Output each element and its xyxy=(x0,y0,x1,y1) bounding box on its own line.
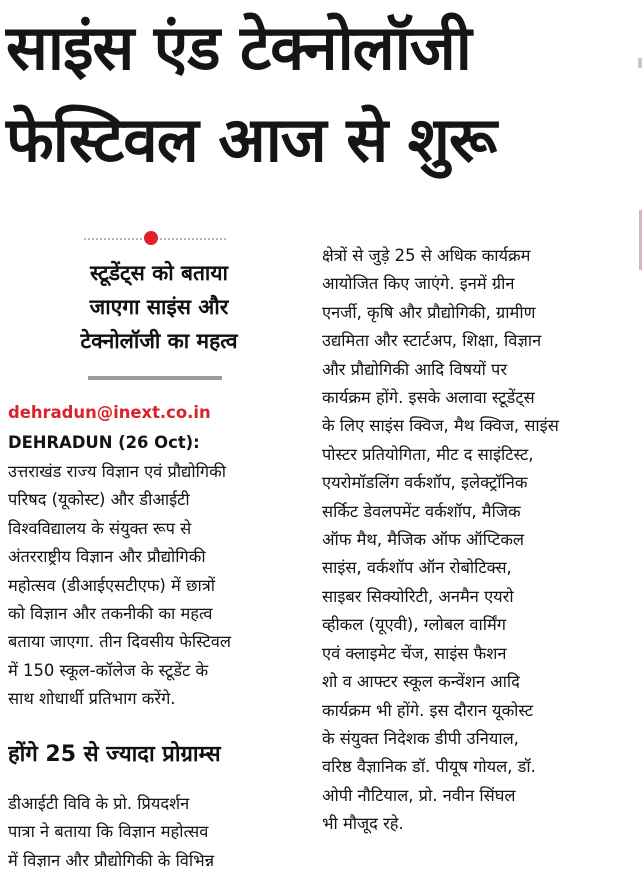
article-line: एयरोमॉडलिंग वर्कशॉप, इलेक्ट्रॉनिक xyxy=(322,473,528,493)
article-line: में विज्ञान और प्रौद्योगिकी के विभिन्न xyxy=(8,850,215,870)
article-line: के संयुक्त निदेशक डीपी उनियाल, xyxy=(322,728,519,748)
article-line: पोस्टर प्रतियोगिता, मीट द साइंटिस्ट, xyxy=(322,444,534,464)
article-line: अंतरराष्ट्रीय विज्ञान और प्रौद्योगिकी xyxy=(8,547,206,567)
article-line: सर्किट डेवलपमेंट वर्कशॉप, मैजिक xyxy=(322,501,521,521)
article-line: को विज्ञान और तकनीकी का महत्व xyxy=(8,604,213,624)
article-line: विश्वविद्यालय के संयुक्त रूप से xyxy=(8,518,192,538)
article-line: परिषद (यूकोस्ट) और डीआईटी xyxy=(8,490,190,510)
subheadline-line-3: टेक्नोलॉजी का महत्व xyxy=(80,329,238,353)
right-column xyxy=(322,242,618,839)
article-line: शो व आफ्टर स्कूल कन्वेंशन आदि xyxy=(322,672,520,692)
article-line: महोत्सव (डीआईएसटीएफ) में छात्रों xyxy=(8,575,216,595)
red-bullet-dot xyxy=(144,231,158,245)
left-column xyxy=(8,398,304,714)
headline xyxy=(6,2,630,186)
page-edge-mark xyxy=(638,58,642,68)
subheadline-line-1: स्टूडेंट्स को बताया xyxy=(90,261,228,285)
article-line: ऑफ मैथ, मैजिक ऑफ ऑप्टिकल xyxy=(322,530,525,550)
article-line: बताया जाएगा. तीन दिवसीय फेस्टिवल xyxy=(8,632,232,652)
left-column-continued xyxy=(8,790,304,875)
subheadline xyxy=(28,256,290,358)
byline-email[interactable]: dehradun@inext.co.in xyxy=(8,403,211,422)
article-line: पात्रा ने बताया कि विज्ञान महोत्सव xyxy=(8,822,209,842)
article-line: उद्यमिता और स्टार्टअप, शिक्षा, विज्ञान xyxy=(322,331,542,351)
article-line: एनर्जी, कृषि और प्रौद्योगिकी, ग्रामीण xyxy=(322,302,536,322)
article-line: ओपी नौटियाल, प्रो. नवीन सिंघल xyxy=(322,785,516,805)
article-line: क्षेत्रों से जुड़े 25 से अधिक कार्यक्रम xyxy=(322,246,531,265)
article-line: में 150 स्कूल-कॉलेज के स्टूडेंट के xyxy=(8,660,209,680)
article-line: और प्रौद्योगिकी आदि विषयों पर xyxy=(322,359,508,379)
dateline: DEHRADUN (26 Oct): xyxy=(8,433,200,452)
article-line: वरिष्ठ वैज्ञानिक डॉ. पीयूष गोयल, डॉ. xyxy=(322,757,536,777)
subheadline-rule xyxy=(88,376,222,380)
article-line: साथ शोधार्थी प्रतिभाग करेंगे. xyxy=(8,689,176,709)
article-line: कार्यक्रम होंगे. इसके अलावा स्टूडेंट्स xyxy=(322,388,535,408)
section-heading: होंगे 25 से ज्यादा प्रोग्राम्स xyxy=(8,742,221,767)
article-line: व्हीकल (यूएवी), ग्लोबल वार्मिंग xyxy=(322,615,507,635)
article-line: उत्तराखंड राज्य विज्ञान एवं प्रौद्योगिकी xyxy=(8,462,226,481)
article-line: साइबर सिक्योरिटी, अनमैन एयरो xyxy=(322,586,514,606)
article-line: भी मौजूद रहे. xyxy=(322,814,404,834)
article-line: आयोजित किए जाएंगे. इनमें ग्रीन xyxy=(322,274,515,294)
article-line: कार्यक्रम भी होंगे. इस दौरान यूकोस्ट xyxy=(322,700,534,720)
subheadline-line-2: जाएगा साइंस और xyxy=(89,295,229,319)
headline-line-1: साइंस एंड टेक्नोलॉजी xyxy=(6,11,471,84)
article-line: के लिए साइंस क्विज, मैथ क्विज, साइंस xyxy=(322,416,559,436)
article-line: साइंस, वर्कशॉप ऑन रोबोटिक्स, xyxy=(322,558,512,578)
headline-line-2: फेस्टिवल आज से शुरू xyxy=(6,103,497,176)
article-line: डीआईटी विवि के प्रो. प्रियदर्शन xyxy=(8,794,190,813)
article-line: एवं क्लाइमेट चेंज, साइंस फैशन xyxy=(322,643,507,663)
